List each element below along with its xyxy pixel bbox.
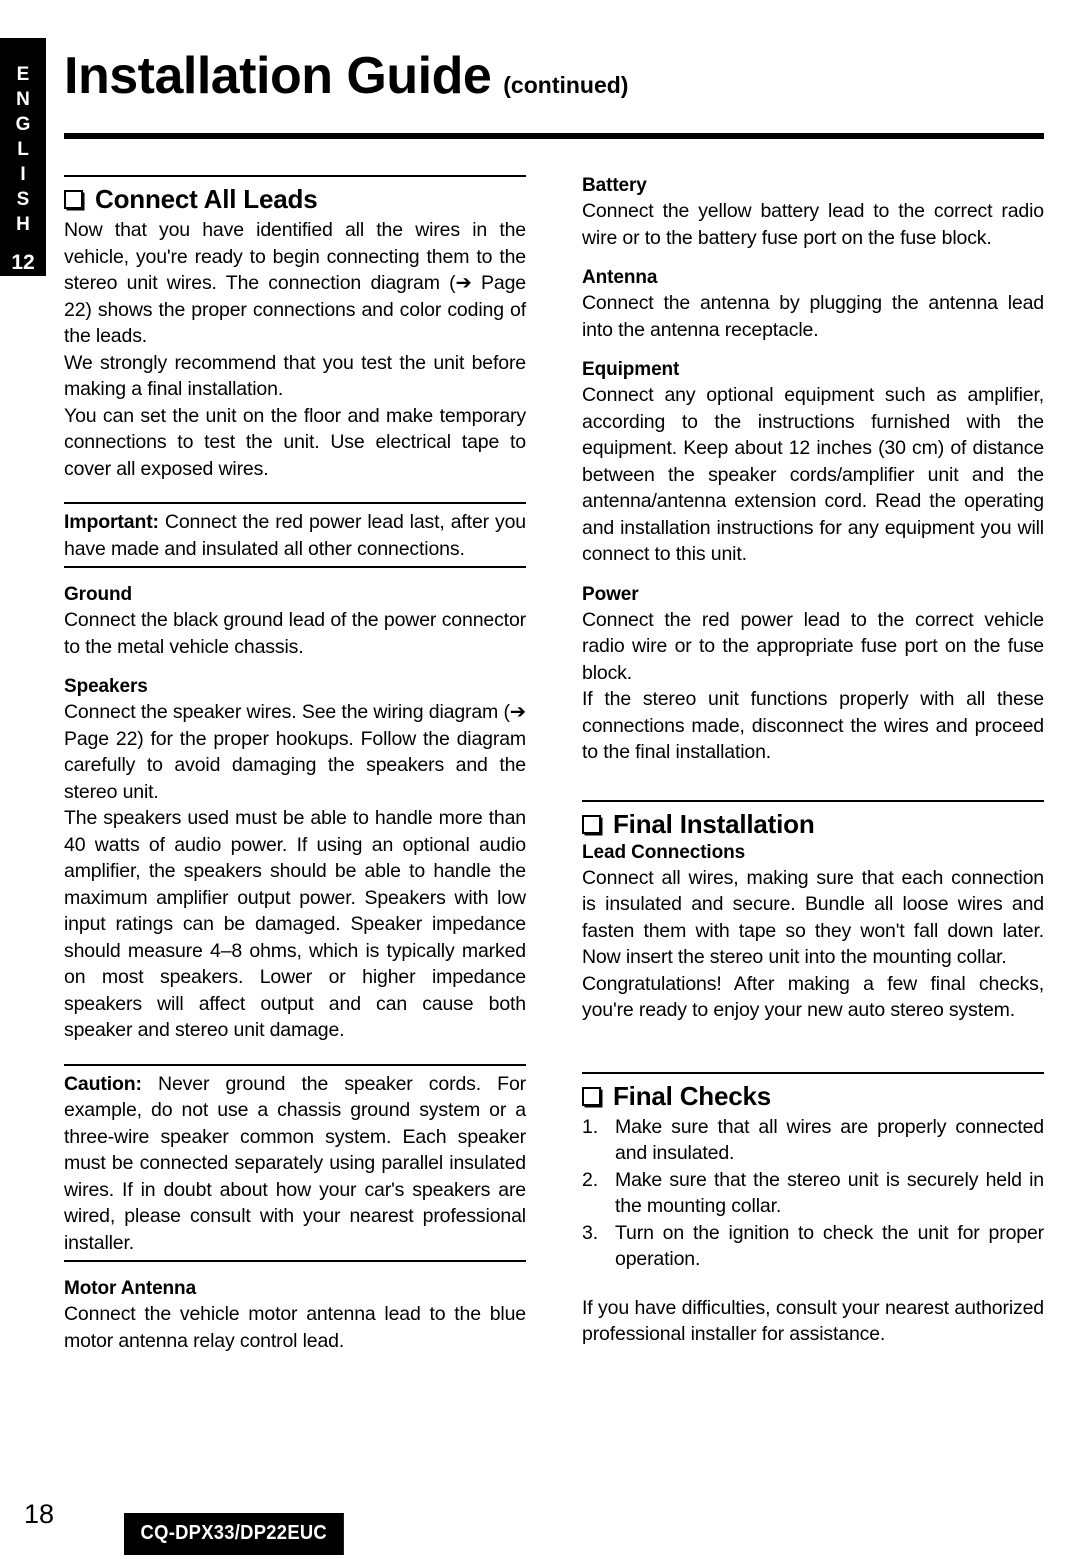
subsection-heading-equipment: Equipment	[582, 359, 680, 380]
language-tab-letter: S	[16, 189, 30, 210]
section-heading-label: Final Checks	[613, 1080, 771, 1111]
page-title: Installation Guide	[64, 47, 492, 105]
important-note	[64, 502, 526, 568]
subsection-heading-power: Power	[582, 583, 639, 605]
list-item-number: 1.	[582, 1115, 598, 1138]
list-item	[582, 1220, 1044, 1273]
section-heading-label: Connect All Leads	[95, 184, 318, 214]
final-installation-block	[582, 800, 1044, 1024]
subsection-heading-motor-antenna: Motor Antenna	[64, 1278, 197, 1299]
language-tab	[0, 38, 46, 276]
subsection-heading-speakers: Speakers	[64, 676, 148, 697]
list-item-text: Turn on the ignition to check the unit for proper operation.	[615, 1221, 1044, 1270]
list-item-number: 2.	[582, 1168, 598, 1191]
list-item-text: Make sure that the stereo unit is securely held in the mounting collar.	[615, 1168, 1044, 1217]
paragraph	[64, 1071, 526, 1257]
paragraph: Now that you have identified all the wires in the vehicle, you're ready to begin connecting them to the stereo unit wires. The connection diagram (➔ Page 22) shows the proper connections and color coding of the leads.	[64, 219, 526, 347]
paragraph: Connect the yellow battery lead to the correct radio wire or to the battery fuse port on the fuse block.	[582, 200, 1044, 249]
language-tab-letter: N	[16, 89, 30, 110]
right-column	[582, 175, 1044, 1348]
subsection-heading-ground: Ground	[64, 584, 132, 605]
header-divider	[64, 133, 1044, 139]
paragraph: If you have difficulties, consult your nearest authorized professional installer for assistance.	[582, 1296, 1044, 1345]
paragraph: Connect the black ground lead of the power connector to the metal vehicle chassis.	[64, 609, 526, 658]
paragraph: We strongly recommend that you test the unit before making a final installation.	[64, 351, 526, 400]
paragraph: Connect the vehicle motor antenna lead to the blue motor antenna relay control lead.	[64, 1303, 526, 1352]
section-divider	[64, 175, 526, 177]
model-badge: CQ-DPX33/DP22EUC	[124, 1513, 344, 1555]
language-tab-letter: E	[16, 64, 30, 85]
paragraph: Connect the antenna by plugging the antenna lead into the antenna receptacle.	[582, 292, 1044, 341]
note-bottom-divider	[64, 1260, 526, 1262]
subsection-heading-battery: Battery	[582, 175, 647, 196]
language-tab-letter: I	[20, 164, 26, 185]
square-bullet-icon	[582, 1087, 601, 1106]
caution-label: Caution:	[64, 1072, 142, 1095]
final-checks-block	[582, 1072, 1044, 1348]
page-title-suffix: (continued)	[503, 72, 629, 98]
list-item	[582, 1114, 1044, 1167]
language-tab-letter: L	[17, 139, 29, 160]
square-bullet-icon	[64, 190, 83, 209]
subsection-heading-lead-connections: Lead Connections	[582, 841, 746, 863]
caution-note	[64, 1064, 526, 1263]
important-label: Important:	[64, 511, 159, 533]
final-checks-list	[582, 1114, 1044, 1273]
note-top-divider	[64, 1064, 526, 1066]
section-heading-connect-all-leads	[64, 184, 526, 215]
paragraph: The speakers used must be able to handle more than 40 watts of audio power. If using an optional audio amplifier, the speakers should be able to handle the maximum amplifier output power. Speakers with low input ratings can be damaged. Speaker impedance should measure 4–8 ohms, which is typically marked on most speakers. Lower or higher impedance speakers will affect output and can cause both speaker and stereo unit damage.	[64, 807, 526, 1041]
page-body	[64, 0, 1044, 1559]
paragraph: Connect any optional equipment such as amplifier, according to the instructions furnished with the equipment. Keep about 12 inches (30 cm) of distance between the speaker cords/amplifier unit and the antenna/antenna extension cord. Read the operating and installation instructions for any equipment you will connect to this unit.	[582, 384, 1044, 565]
section-divider	[582, 800, 1044, 802]
important-text: Connect the red power lead last, after you have made and insulated all other connections.	[64, 511, 526, 560]
list-item-text: Make sure that all wires are properly connected and insulated.	[615, 1115, 1044, 1164]
paragraph	[64, 509, 526, 562]
note-bottom-divider	[64, 566, 526, 568]
page-number: 18	[24, 1499, 55, 1529]
left-column	[64, 175, 526, 1354]
paragraph: You can set the unit on the floor and make temporary connections to test the unit. Use electrical tape to cover all exposed wires.	[64, 404, 526, 480]
paragraph: Congratulations! After making a few final checks, you're ready to enjoy your new auto stereo system.	[582, 972, 1044, 1021]
paragraph: Connect the red power lead to the correct vehicle radio wire or to the appropriate fuse port on the fuse block.	[582, 608, 1044, 684]
list-item-number: 3.	[582, 1221, 598, 1244]
subsection-heading-antenna: Antenna	[582, 267, 658, 288]
paragraph: Connect all wires, making sure that each connection is insulated and secure. Bundle all loose wires and fasten them with tape so they won't fall down later. Now insert the stereo unit into the mounting collar.	[582, 866, 1044, 968]
language-tab-letter: G	[15, 114, 31, 135]
language-tab-letter: H	[16, 214, 30, 235]
section-heading-final-installation	[582, 809, 1044, 840]
paragraph: If the stereo unit functions properly with all these connections made, disconnect the wires and proceed to the final installation.	[582, 688, 1044, 763]
page-header	[64, 48, 1044, 118]
list-item	[582, 1167, 1044, 1220]
section-heading-label: Final Installation	[613, 808, 815, 839]
caution-text: Never ground the speaker cords. For example, do not use a chassis ground system or a three-wire speaker common system. Each speaker must be connected separately using parallel insulated wires. If in doubt about how your car's speakers are wired, please consult with your nearest professional installer.	[64, 1072, 526, 1254]
section-heading-final-checks	[582, 1081, 1044, 1112]
chapter-number-badge: 12	[11, 251, 35, 274]
paragraph: Connect the speaker wires. See the wiring diagram (➔ Page 22) for the proper hookups. Follow the diagram carefully to avoid damaging the speakers and the stereo unit.	[64, 701, 526, 803]
square-bullet-icon	[582, 815, 601, 834]
section-divider	[582, 1072, 1044, 1074]
note-top-divider	[64, 502, 526, 504]
